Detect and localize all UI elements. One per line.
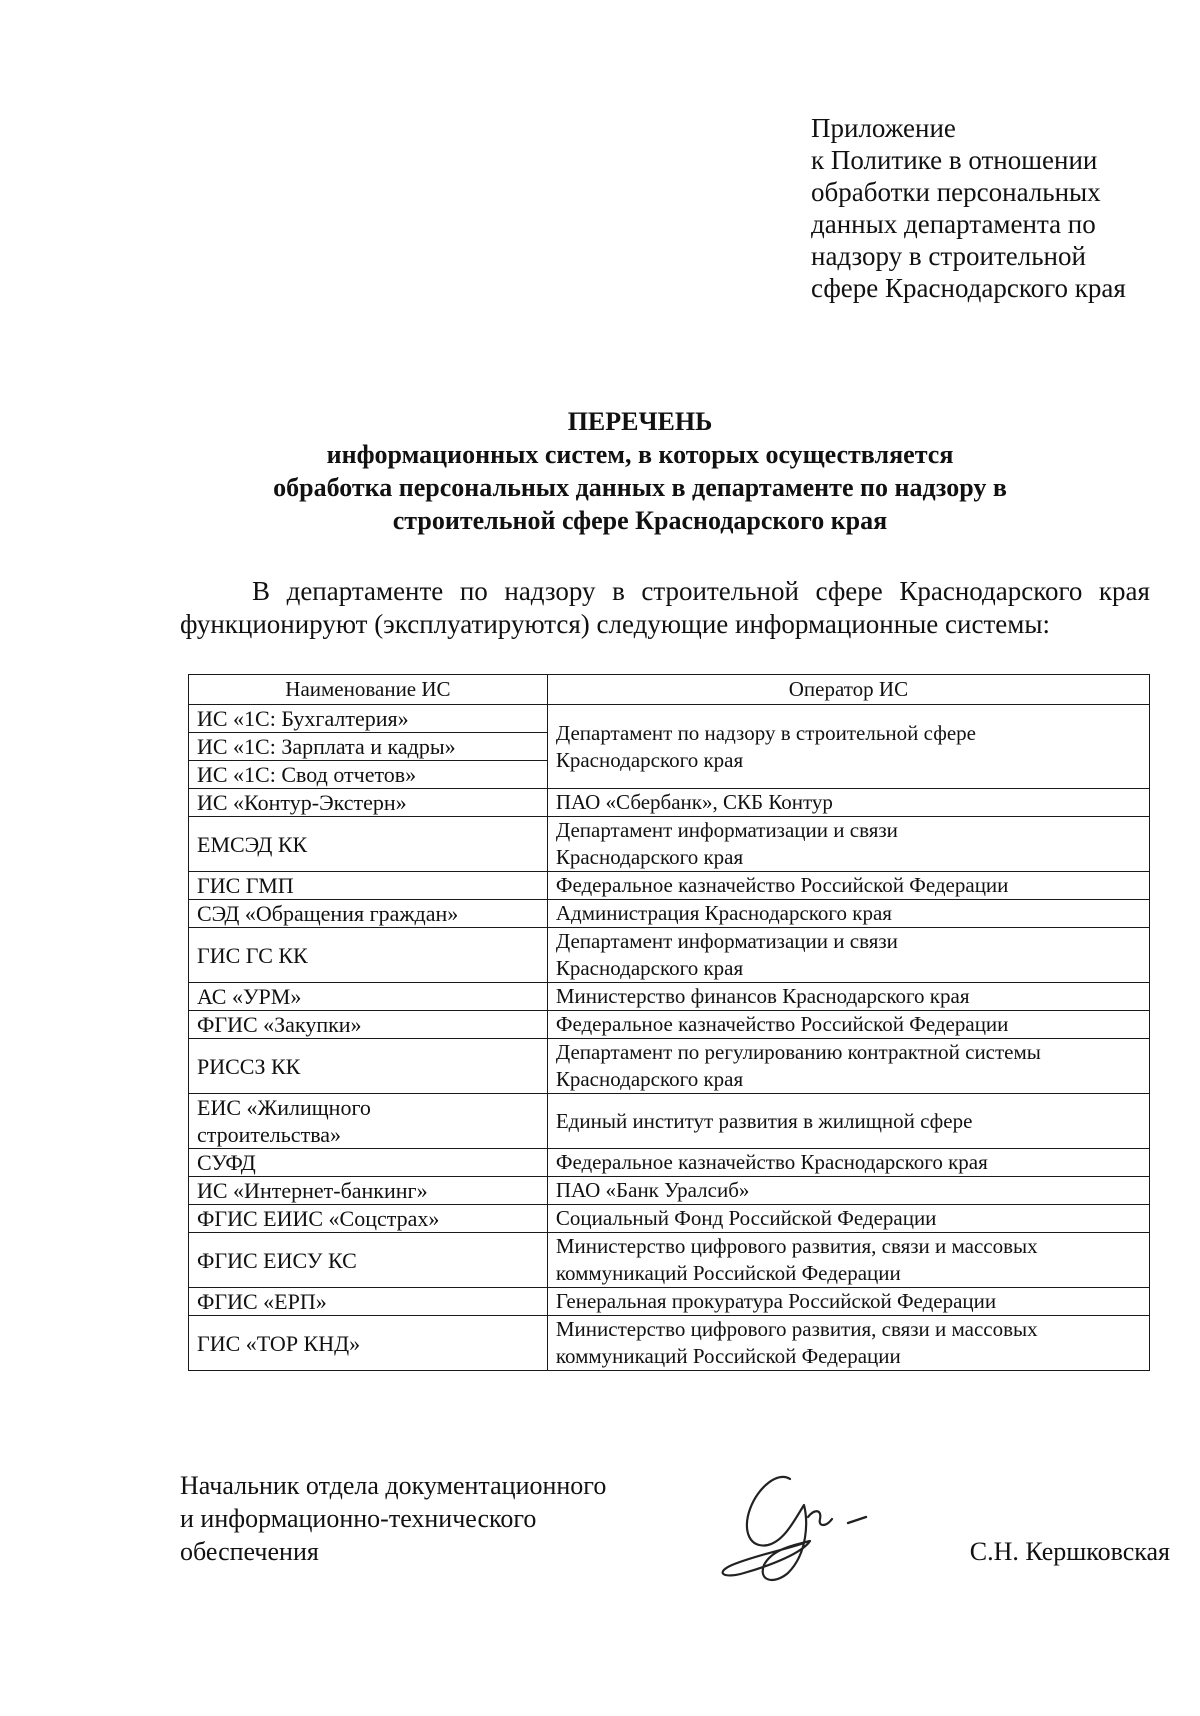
header-operator: Оператор ИС — [547, 675, 1149, 705]
operator-line: коммуникаций Российской Федерации — [555, 1344, 901, 1368]
system-name-cell: АС «УРМ» — [189, 983, 548, 1011]
intro-word: В — [252, 576, 271, 606]
system-name-cell: ФГИС ЕИИС «Соцстрах» — [189, 1205, 548, 1233]
operator-line: Краснодарского края — [555, 747, 744, 772]
information-systems-table — [188, 674, 1150, 1371]
table-row — [189, 1011, 1150, 1039]
operator-cell — [547, 1039, 1149, 1094]
handwritten-signature-icon — [680, 1457, 910, 1607]
operator-line: Министерство цифрового развития, связи и массовых — [555, 1317, 1038, 1341]
operator-cell — [547, 1316, 1149, 1371]
system-name-cell: ИС «Интернет-банкинг» — [189, 1177, 548, 1205]
system-name-cell: РИССЗ КК — [189, 1039, 548, 1094]
operator-cell: Генеральная прокуратура Российской Федерации — [547, 1288, 1149, 1316]
appendix-line: надзору в строительной — [811, 241, 1086, 271]
table-row — [189, 817, 1150, 872]
table-header-row — [189, 675, 1150, 705]
system-name-cell: ИС «1С: Свод отчетов» — [189, 761, 548, 789]
document-title — [180, 405, 1100, 537]
operator-line: Краснодарского края — [555, 956, 744, 980]
table-row — [189, 1205, 1150, 1233]
table-row — [189, 900, 1150, 928]
intro-line-1 — [180, 575, 1150, 608]
appendix-line: Приложение — [811, 113, 956, 143]
operator-line: Краснодарского края — [555, 1067, 744, 1091]
position-line: и информационно-технического — [180, 1504, 537, 1533]
table-row — [189, 1177, 1150, 1205]
signer-name: С.Н. Кершковская — [969, 1537, 1170, 1566]
appendix-line: обработки персональных — [811, 177, 1101, 207]
intro-line-2: функционируют (эксплуатируются) следующие информационные системы: — [180, 609, 1050, 639]
system-name-cell: ГИС ГМП — [189, 872, 548, 900]
operator-line: Департамент по регулированию контрактной системы — [555, 1040, 1041, 1064]
system-name-cell — [189, 1094, 548, 1149]
operator-cell: Федеральное казначейство Краснодарского края — [547, 1149, 1149, 1177]
system-name-cell: ФГИС ЕИСУ КС — [189, 1233, 548, 1288]
table-row — [189, 1288, 1150, 1316]
system-name-cell: СУФД — [189, 1149, 548, 1177]
system-name-cell: ИС «1С: Зарплата и кадры» — [189, 733, 548, 761]
operator-line: коммуникаций Российской Федерации — [555, 1261, 901, 1285]
intro-word: строительной — [641, 576, 799, 606]
table-row — [189, 872, 1150, 900]
system-name-cell: ГИС «ТОР КНД» — [189, 1316, 548, 1371]
appendix-line: сфере Краснодарского края — [811, 273, 1126, 303]
operator-cell: Федеральное казначейство Российской Федерации — [547, 1011, 1149, 1039]
system-name-cell: ЕМСЭД КК — [189, 817, 548, 872]
signature-block — [180, 1469, 1170, 1619]
position-line: обеспечения — [180, 1537, 319, 1566]
table-row — [189, 983, 1150, 1011]
system-name-cell: ИС «1С: Бухгалтерия» — [189, 705, 548, 733]
position-line: Начальник отдела документационного — [180, 1471, 607, 1500]
operator-cell — [547, 705, 1149, 789]
intro-word: в — [612, 576, 625, 606]
operator-line: Департамент информатизации и связи — [555, 818, 898, 842]
system-name-cell: ИС «Контур-Экстерн» — [189, 789, 548, 817]
system-name-line: ЕИС «Жилищного — [197, 1095, 371, 1120]
table-row — [189, 1233, 1150, 1288]
operator-line: Департамент информатизации и связи — [555, 929, 898, 953]
appendix-line: данных департамента по — [811, 209, 1096, 239]
intro-word: по — [459, 576, 488, 606]
title-line: информационных систем, в которых осуществляется — [326, 440, 954, 469]
operator-cell: Министерство финансов Краснодарского края — [547, 983, 1149, 1011]
operator-line: Краснодарского края — [555, 845, 744, 869]
operator-line: Департамент по надзору в строительной сфере — [555, 720, 976, 745]
intro-paragraph — [180, 575, 1150, 641]
intro-word: Краснодарского — [899, 576, 1083, 606]
title-line: строительной сфере Краснодарского края — [392, 506, 888, 535]
title-heading: ПЕРЕЧЕНЬ — [567, 407, 713, 436]
operator-cell: Администрация Краснодарского края — [547, 900, 1149, 928]
operator-line: Министерство цифрового развития, связи и массовых — [555, 1234, 1038, 1258]
appendix-line: к Политике в отношении — [811, 145, 1098, 175]
intro-word: надзору — [504, 576, 596, 606]
operator-cell: Социальный Фонд Российской Федерации — [547, 1205, 1149, 1233]
intro-word: департаменте — [286, 576, 444, 606]
table-row — [189, 789, 1150, 817]
system-name-line: строительства» — [197, 1122, 342, 1147]
table-row — [189, 1149, 1150, 1177]
table-row — [189, 1039, 1150, 1094]
intro-word: края — [1098, 576, 1150, 606]
operator-cell — [547, 1233, 1149, 1288]
appendix-block — [811, 112, 1171, 304]
table-row — [189, 1094, 1150, 1149]
system-name-cell: ФГИС «Закупки» — [189, 1011, 548, 1039]
operator-cell: ПАО «Сбербанк», СКБ Контур — [547, 789, 1149, 817]
operator-cell: ПАО «Банк Уралсиб» — [547, 1177, 1149, 1205]
operator-cell: Федеральное казначейство Российской Федерации — [547, 872, 1149, 900]
system-name-cell: ФГИС «ЕРП» — [189, 1288, 548, 1316]
table-row — [189, 928, 1150, 983]
operator-cell — [547, 817, 1149, 872]
table-row — [189, 1316, 1150, 1371]
operator-cell: Единый институт развития в жилищной сфере — [547, 1094, 1149, 1149]
operator-cell — [547, 928, 1149, 983]
system-name-cell: ГИС ГС КК — [189, 928, 548, 983]
header-system-name: Наименование ИС — [189, 675, 548, 705]
title-line: обработка персональных данных в департаменте по надзору в — [273, 473, 1007, 502]
intro-word: сфере — [815, 576, 883, 606]
system-name-cell: СЭД «Обращения граждан» — [189, 900, 548, 928]
table-row — [189, 705, 1150, 733]
